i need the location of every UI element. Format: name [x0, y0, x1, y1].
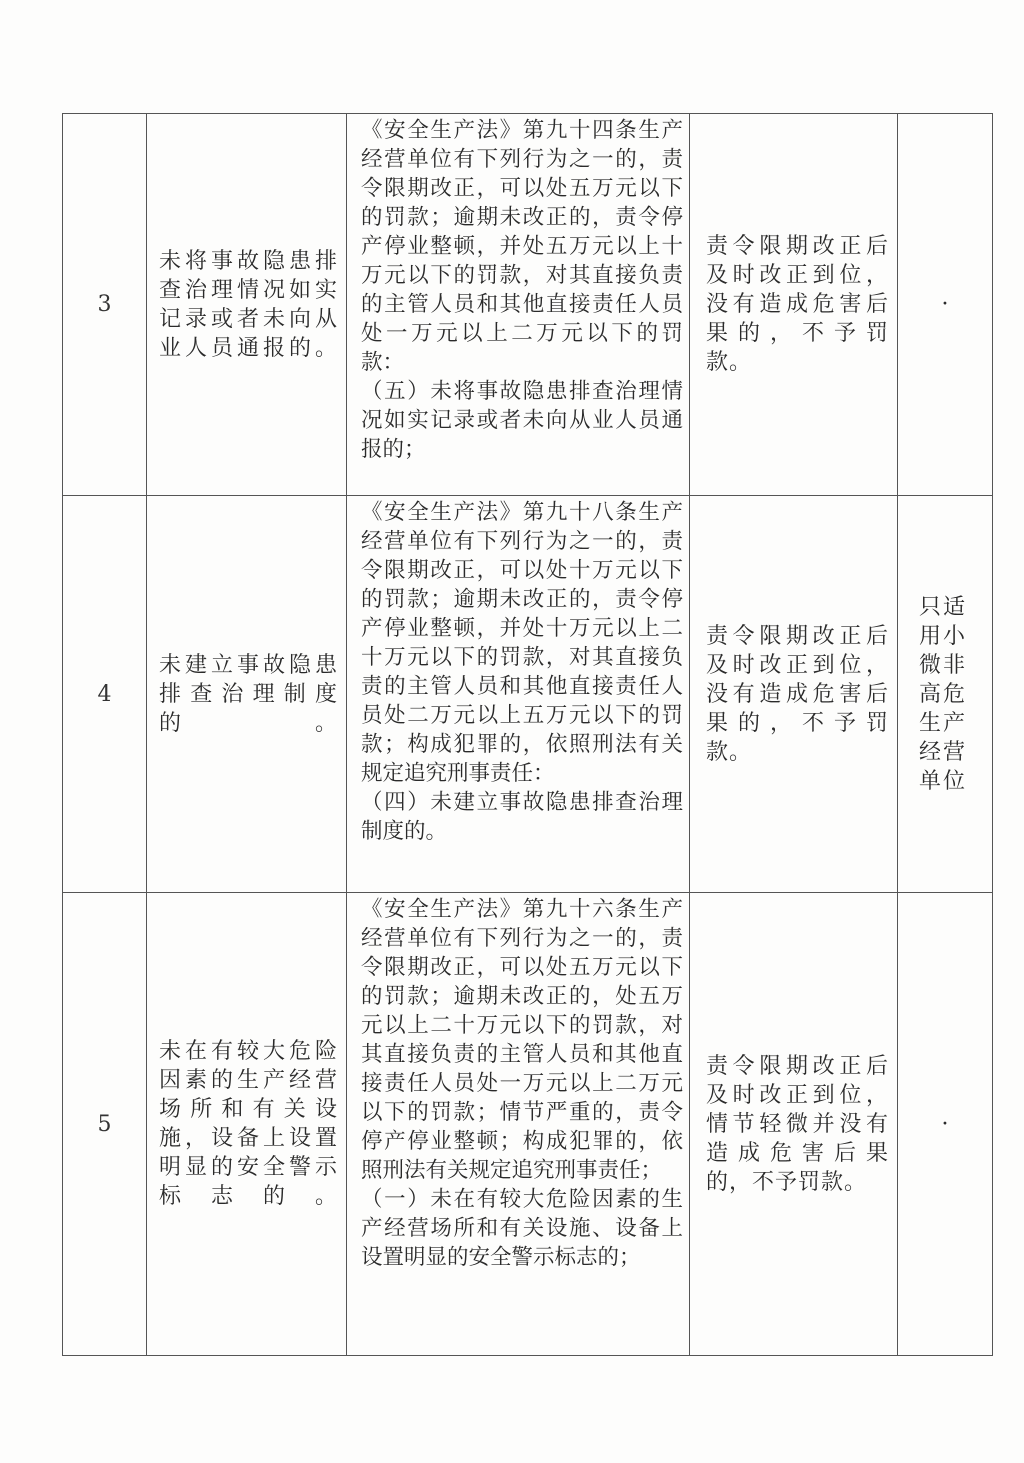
remedy-condition: 责令限期改正后及时改正到位，没有造成危害后果的，不予罚款。 [690, 114, 898, 496]
penalty-exemption-table [62, 113, 993, 1356]
legal-article-text: 《安全生产法》第九十八条生产经营单位有下列行为之一的，责令限期改正，可以处十万元以下的罚款；逾期未改正的，责令停产停业整顿，并处十万元以上二十万元以下的罚款，对其直接负责的主管人员和其他直接责任人员处二万元以上五万元以下的罚款；构成犯罪的，依照刑法有关规定追究刑事责任： [361, 500, 683, 786]
legal-basis [347, 893, 690, 1356]
violation-item: 未在有较大危险因素的生产经营场所和有关设施，设备上设置明显的安全警示标志的。 [147, 893, 347, 1356]
table-row [63, 496, 993, 893]
violation-item: 未将事故隐患排查治理情况如实记录或者未向从业人员通报的。 [147, 114, 347, 496]
legal-clause-text: （四）未建立事故隐患排查治理制度的。 [361, 790, 683, 844]
legal-clause-text: （一）未在有较大危险因素的生产经营场所和有关设施、设备上设置明显的安全警示标志的； [361, 1187, 683, 1270]
legal-article-text: 《安全生产法》第九十四条生产经营单位有下列行为之一的，责令限期改正，可以处五万元以下的罚款；逾期未改正的，责令停产停业整顿，并处五万元以上十万元以下的罚款，对其直接负责的主管人员和其他直接责任人员处一万元以上二万元以下的罚款： [361, 118, 683, 375]
remark [898, 496, 993, 893]
row-number: 3 [63, 114, 147, 496]
row-number: 5 [63, 893, 147, 1356]
legal-clause-text: （五）未将事故隐患排查治理情况如实记录或者未向从业人员通报的； [361, 379, 683, 462]
violation-item: 未建立事故隐患排查治理制度的。 [147, 496, 347, 893]
row-number: 4 [63, 496, 147, 893]
table-row [63, 893, 993, 1356]
legal-article-text: 《安全生产法》第九十六条生产经营单位有下列行为之一的，责令限期改正，可以处五万元以下的罚款；逾期未改正的，处五万元以上二十万元以下的罚款，对其直接负责的主管人员和其他直接责任人员处一万元以上二万元以下的罚款；情节严重的，责令停产停业整顿；构成犯罪的，依照刑法有关规定追究刑事责任； [361, 897, 683, 1183]
remark: · [898, 893, 993, 1356]
legal-basis [347, 496, 690, 893]
remark-text: 只适用小微非高危生产经营单位 [919, 594, 968, 794]
remedy-condition: 责令限期改正后及时改正到位，没有造成危害后果的，不予罚款。 [690, 496, 898, 893]
table-row [63, 114, 993, 496]
remedy-condition: 责令限期改正后及时改正到位，情节轻微并没有造成危害后果的，不予罚款。 [690, 893, 898, 1356]
legal-basis [347, 114, 690, 496]
remark: · [898, 114, 993, 496]
